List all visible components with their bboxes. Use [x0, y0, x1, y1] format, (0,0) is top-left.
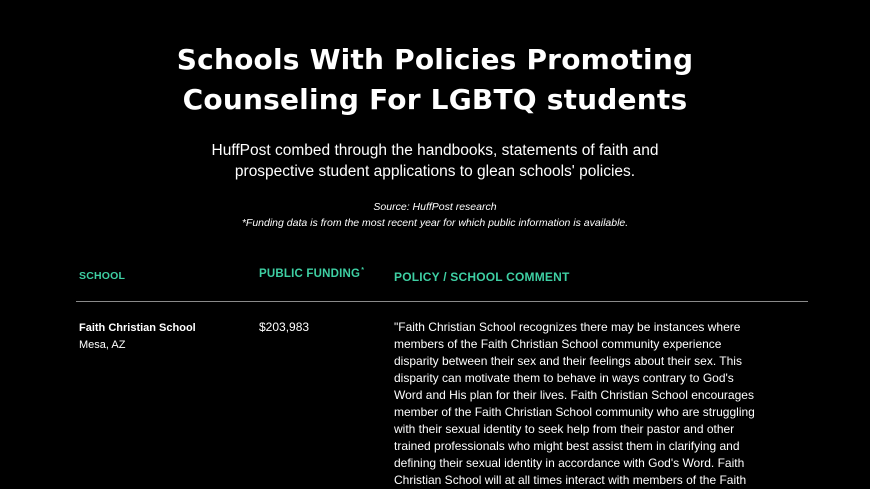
funding-amount: $203,983 — [259, 320, 310, 334]
school-location: Mesa, AZ — [79, 339, 126, 351]
page-title-line-1: Schools With Policies Promoting — [176, 43, 694, 76]
source-line: Source: HuffPost research — [373, 201, 497, 213]
policy-comment — [394, 319, 814, 489]
comment-line: Christian School will at all times interact with members of the Faith — [394, 473, 747, 487]
column-header-funding — [259, 268, 364, 280]
intro-line-2: prospective student applications to glean schools' policies. — [234, 163, 636, 180]
header-divider — [76, 301, 808, 302]
column-header-funding-label: PUBLIC FUNDING — [259, 268, 361, 280]
intro-text — [0, 140, 870, 182]
comment-line: defining their sexual identity in accordance with God's Word. Faith — [394, 456, 745, 470]
page-title-line-2: Counseling For LGBTQ students — [182, 83, 688, 116]
school-name: Faith Christian School — [79, 322, 196, 334]
comment-line: trained professionals who might best assist them in clarifying and — [394, 439, 740, 453]
funding-footnote: *Funding data is from the most recent year for which public information is available. — [241, 217, 629, 229]
comment-line: members of the Faith Christian School community experience — [394, 337, 722, 351]
comment-line: member of the Faith Christian School community who are struggling — [394, 405, 755, 419]
footnote-mark: * — [361, 267, 365, 274]
comment-line: "Faith Christian School recognizes there may be instances where — [394, 320, 741, 334]
comment-line: with their sexual identity to seek help from their pastor and other — [394, 422, 735, 436]
page-title — [0, 40, 870, 120]
column-header-school: SCHOOL — [79, 270, 126, 282]
comment-line: Word and His plan for their lives. Faith Christian School encourages — [394, 388, 754, 402]
column-header-policy: POLICY / SCHOOL COMMENT — [394, 270, 570, 284]
comment-line: disparity between their sex and their feelings about their sex. This — [394, 354, 742, 368]
source-note — [0, 199, 870, 231]
intro-line-1: HuffPost combed through the handbooks, statements of faith and — [211, 142, 659, 159]
comment-line: disparity can motivate them to behave in ways contrary to God's — [394, 371, 734, 385]
